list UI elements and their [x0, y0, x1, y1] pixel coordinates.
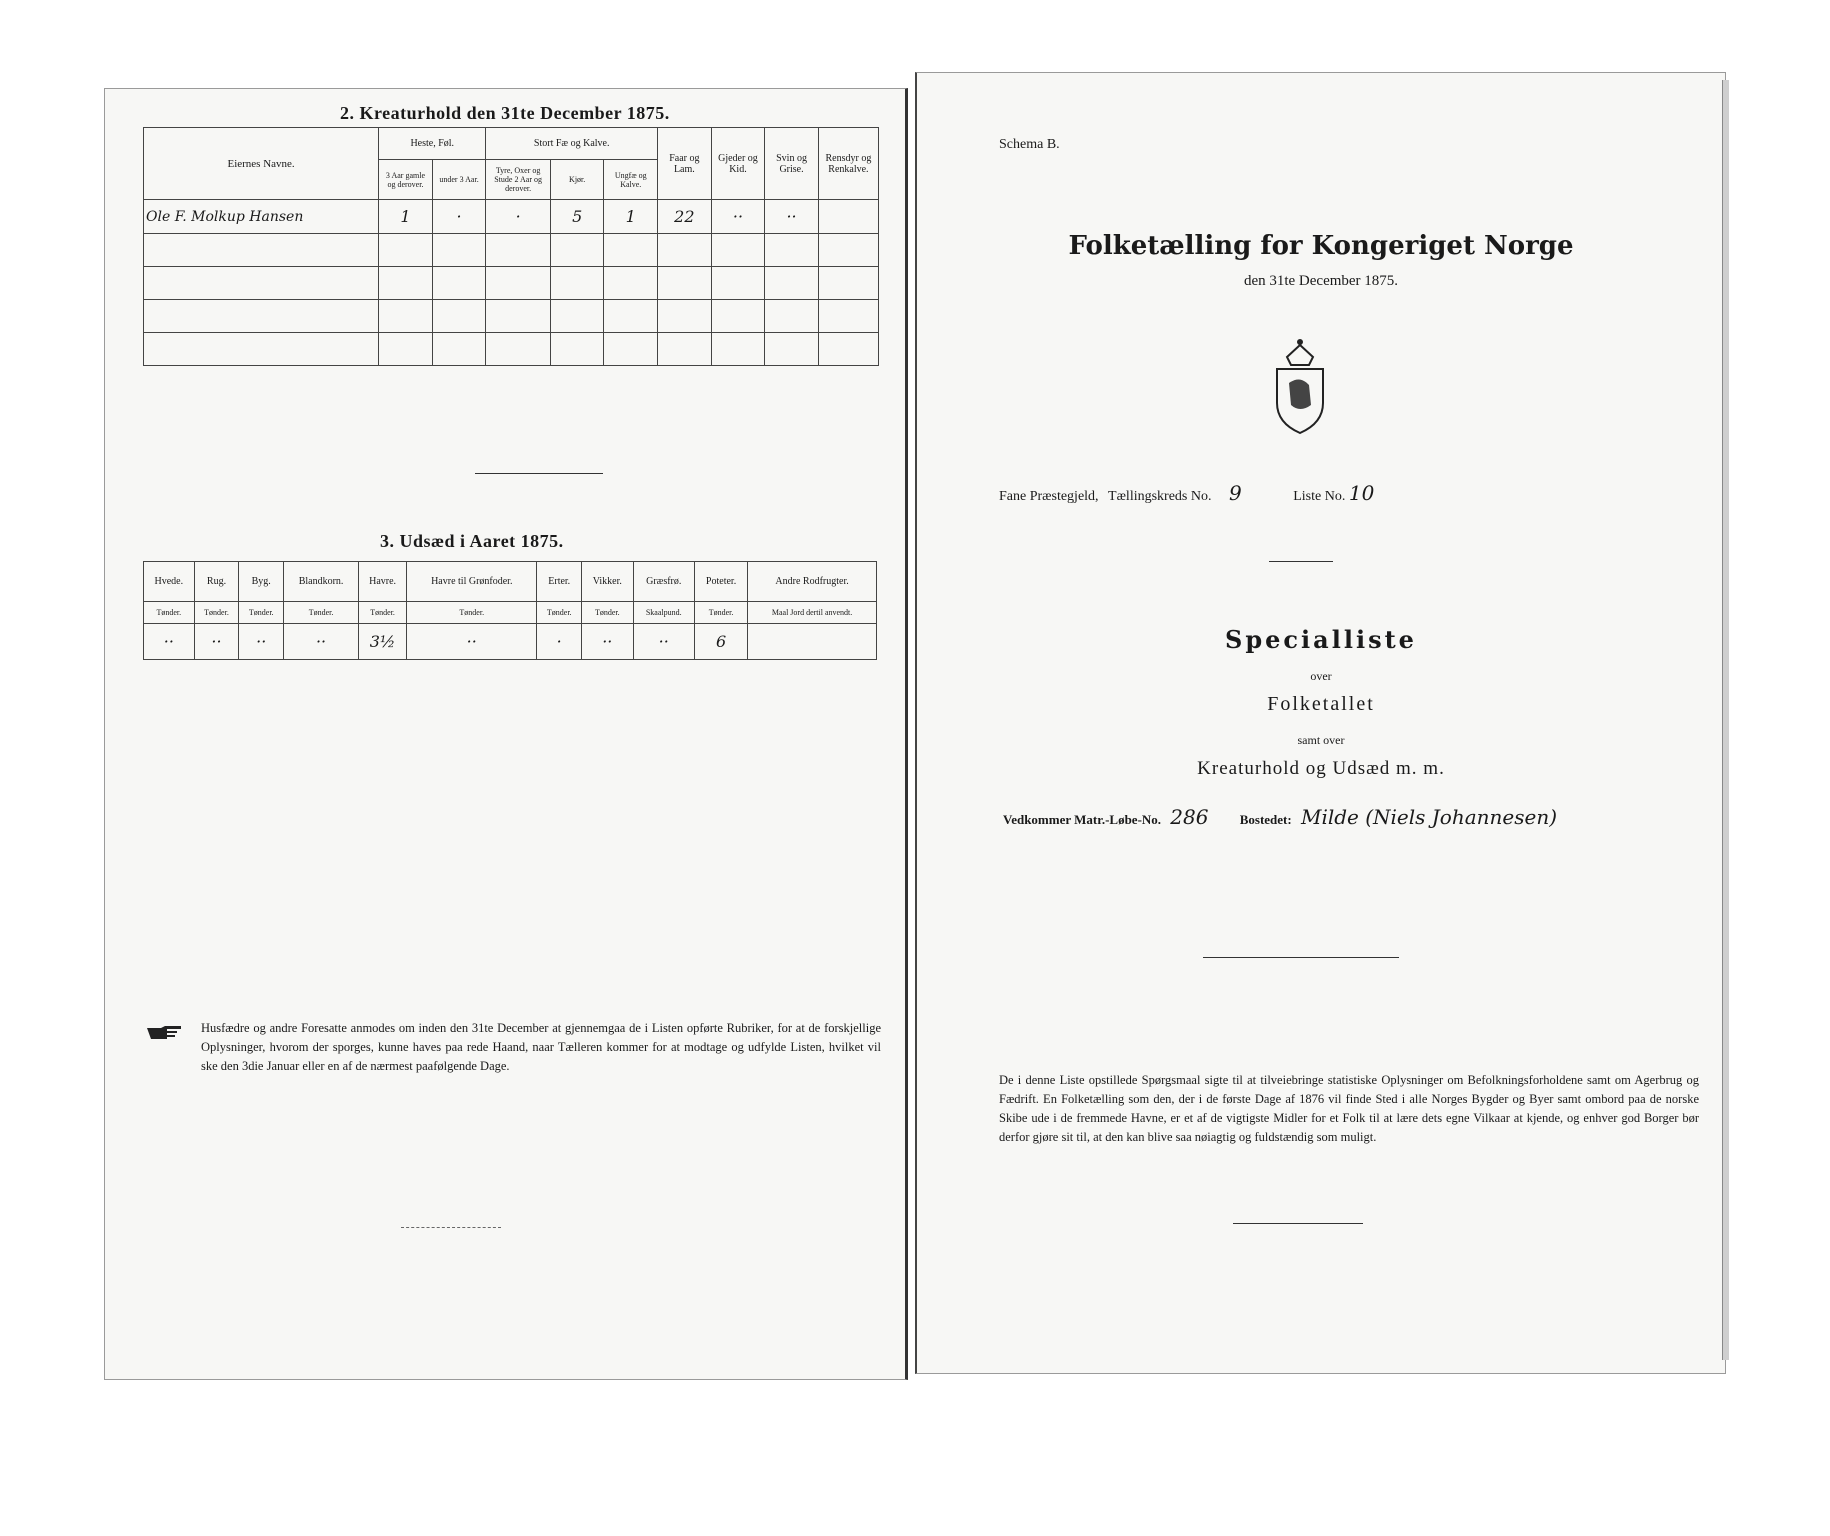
sowing-value-cell: ··: [582, 624, 633, 660]
table-row: [144, 300, 879, 333]
col-gjeder: Gjeder og Kid.: [711, 128, 765, 200]
livestock-table: [143, 127, 879, 366]
divider: [401, 1227, 501, 1228]
divider: [1269, 561, 1333, 562]
pointing-hand-icon: [145, 1025, 185, 1041]
cell: [818, 200, 878, 234]
folketallet-text: Folketallet: [1267, 693, 1375, 715]
cell: ··: [711, 200, 765, 234]
title-date: den 31te December 1875.: [1243, 273, 1399, 289]
divider: [1233, 1223, 1363, 1224]
owner-cell: Ole F. Molkup Hansen: [144, 200, 379, 234]
sowing-value-cell: ··: [194, 624, 239, 660]
sowing-header-cell: Erter.: [537, 562, 582, 602]
sowing-value-cell: 6: [694, 624, 747, 660]
page-title: Folketælling for Kongeriget Norge: [1068, 231, 1574, 261]
divider: [475, 473, 603, 474]
sowing-value-cell: ··: [284, 624, 359, 660]
col-owner: Eiernes Navne.: [144, 128, 379, 200]
liste-label: Liste No.: [1293, 489, 1346, 504]
sowing-unit-cell: Tønder.: [144, 602, 195, 624]
specialliste-title: Specialliste: [1225, 625, 1417, 654]
schema-label: Schema B.: [999, 137, 1060, 152]
parish-line: [999, 481, 1374, 505]
notice-text: Husfædre og andre Foresatte anmodes om inden den 31te December at gjennemgaa de i Listen opførte Rubriker, for at de forskjellige Oplysninger, hvorom der sporges, kunne haves paa rede Haand, naar Tælleren kommer for at modtage og udfylde Listen, hvilket vil ske den 3die Januar eller en af de nærmest paafølgende Dage.: [201, 1021, 881, 1073]
cell: ··: [765, 200, 819, 234]
sowing-header-cell: Græsfrø.: [633, 562, 694, 602]
col-rensdyr: Rensdyr og Renkalve.: [818, 128, 878, 200]
bosted-label: Bostedet:: [1239, 812, 1292, 827]
divider: [1203, 957, 1399, 958]
section2-title: 2. Kreaturhold den 31te December 1875.: [340, 103, 670, 123]
sowing-value-cell: ··: [144, 624, 195, 660]
cell: 22: [658, 200, 712, 234]
sowing-unit-cell: Tønder.: [359, 602, 407, 624]
sowing-header-cell: Havre til Grønfoder.: [407, 562, 537, 602]
table-row: [144, 333, 879, 366]
sowing-header-cell: Vikker.: [582, 562, 633, 602]
cell: 1: [604, 200, 658, 234]
matr-label: Vedkommer Matr.-Løbe-No.: [1003, 812, 1162, 827]
samt-over-text: samt over: [1297, 733, 1345, 747]
sowing-unit-row: [144, 602, 877, 624]
col-heste: Heste, Føl.: [379, 128, 486, 160]
sowing-value-cell: ··: [239, 624, 284, 660]
matr-value: 286: [1170, 805, 1209, 829]
col-faar: Faar og Lam.: [658, 128, 712, 200]
sowing-value-cell: ·: [537, 624, 582, 660]
sowing-table: [143, 561, 877, 660]
sowing-unit-cell: Tønder.: [239, 602, 284, 624]
sowing-header-cell: Rug.: [194, 562, 239, 602]
col-heste-b: under 3 Aar.: [432, 160, 486, 200]
cell: ·: [432, 200, 486, 234]
cell: 1: [379, 200, 433, 234]
sowing-unit-cell: Tønder.: [694, 602, 747, 624]
info-paragraph: De i denne Liste opstillede Spørgsmaal sigte til at tilveiebringe statistiske Oplysninger om Befolkningsforholdene samt om Agerbrug og Fædrift. En Folketælling som den, der i de første Dage af 1876 vil finde Sted i alle Norges Bygder og Byer samt ombord paa de norske Skibe ude i de fremmede Havne, er et af de vigtigste Midler for et Folk til at lære dets egne Vilkaar at kjende, og enhver god Borger bør derfor gjøre sit til, at den kan blive saa nøiagtig og fuldstændig som muligt.: [999, 1073, 1699, 1144]
coat-of-arms-icon: [1269, 335, 1331, 435]
col-stort-b: Kjør.: [550, 160, 604, 200]
col-heste-a: 3 Aar gamle og derover.: [379, 160, 433, 200]
section3-title: 3. Udsæd i Aaret 1875.: [380, 531, 564, 551]
sowing-header-cell: Blandkorn.: [284, 562, 359, 602]
kreds-value: 9: [1229, 481, 1242, 505]
parish-label: Fane Præstegjeld,: [999, 489, 1099, 504]
matr-line: [1003, 805, 1557, 829]
over-text: over: [1310, 669, 1332, 683]
sowing-unit-cell: Maal Jord dertil anvendt.: [748, 602, 877, 624]
table-row: [144, 624, 877, 660]
liste-value: 10: [1348, 481, 1375, 505]
sowing-header-cell: Havre.: [359, 562, 407, 602]
bosted-value: Milde (Niels Johannesen): [1300, 805, 1558, 829]
sowing-header-row: [144, 562, 877, 602]
right-page: [915, 72, 1726, 1374]
table-row: [144, 267, 879, 300]
sowing-header-cell: Poteter.: [694, 562, 747, 602]
sowing-unit-cell: Tønder.: [284, 602, 359, 624]
sowing-value-cell: [748, 624, 877, 660]
col-stort-a: Tyre, Oxer og Stude 2 Aar og derover.: [486, 160, 551, 200]
sowing-value-cell: ··: [407, 624, 537, 660]
sowing-unit-cell: Tønder.: [194, 602, 239, 624]
sowing-value-cell: 3½: [359, 624, 407, 660]
cell: ·: [486, 200, 551, 234]
sowing-unit-cell: Skaalpund.: [633, 602, 694, 624]
cell: 5: [550, 200, 604, 234]
sowing-header-cell: Hvede.: [144, 562, 195, 602]
col-svin: Svin og Grise.: [765, 128, 819, 200]
kreaturhold-text: Kreaturhold og Udsæd m. m.: [1197, 758, 1445, 779]
sowing-header-cell: Andre Rodfrugter.: [748, 562, 877, 602]
sowing-value-cell: ··: [633, 624, 694, 660]
page-edge: [1722, 80, 1729, 1360]
table-row: [144, 234, 879, 267]
sowing-unit-cell: Tønder.: [407, 602, 537, 624]
sowing-unit-cell: Tønder.: [582, 602, 633, 624]
table-row: [144, 200, 879, 234]
left-page: [104, 88, 908, 1380]
col-stort: Stort Fæ og Kalve.: [486, 128, 658, 160]
sowing-unit-cell: Tønder.: [537, 602, 582, 624]
sowing-header-cell: Byg.: [239, 562, 284, 602]
col-stort-c: Ungfæ og Kalve.: [604, 160, 658, 200]
kreds-label: Tællingskreds No.: [1108, 489, 1212, 504]
